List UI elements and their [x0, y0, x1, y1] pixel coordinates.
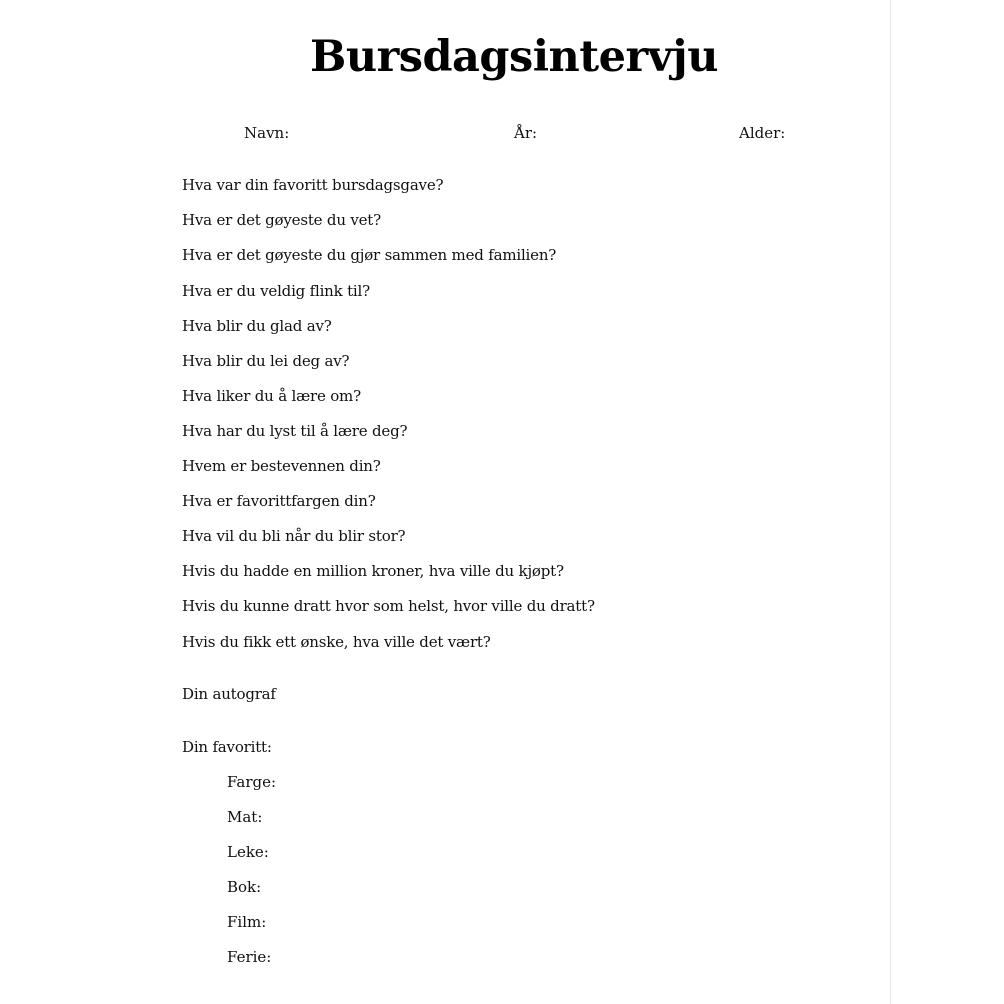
question-6: Hva blir du lei deg av? — [182, 352, 350, 370]
year-label: År: — [514, 124, 538, 142]
favorite-toy-label: Leke: — [227, 843, 269, 861]
favorite-food-label: Mat: — [227, 808, 263, 826]
question-1: Hva var din favoritt bursdagsgave? — [182, 176, 444, 194]
autograph-label: Din autograf — [182, 685, 276, 703]
question-11: Hva vil du bli når du blir stor? — [182, 527, 406, 545]
question-5: Hva blir du glad av? — [182, 317, 332, 335]
page-edge-divider — [890, 0, 891, 1004]
question-2: Hva er det gøyeste du vet? — [182, 211, 381, 229]
age-label: Alder: — [739, 124, 786, 142]
question-8: Hva har du lyst til å lære deg? — [182, 422, 408, 440]
name-label: Navn: — [244, 124, 290, 142]
favorite-color-label: Farge: — [227, 773, 277, 791]
question-7: Hva liker du å lære om? — [182, 387, 361, 405]
question-9: Hvem er bestevennen din? — [182, 457, 381, 475]
question-12: Hvis du hadde en million kroner, hva ville du kjøpt? — [182, 562, 564, 580]
question-3: Hva er det gøyeste du gjør sammen med familien? — [182, 246, 557, 264]
question-13: Hvis du kunne dratt hvor som helst, hvor ville du dratt? — [182, 597, 595, 615]
favorite-book-label: Bok: — [227, 878, 262, 896]
favorites-heading: Din favoritt: — [182, 738, 272, 756]
question-14: Hvis du fikk ett ønske, hva ville det vært? — [182, 633, 491, 651]
question-4: Hva er du veldig flink til? — [182, 282, 370, 300]
favorite-vacation-label: Ferie: — [227, 948, 272, 966]
favorite-film-label: Film: — [227, 913, 267, 931]
page-title: Bursdagsintervju — [310, 32, 718, 82]
question-10: Hva er favorittfargen din? — [182, 492, 376, 510]
